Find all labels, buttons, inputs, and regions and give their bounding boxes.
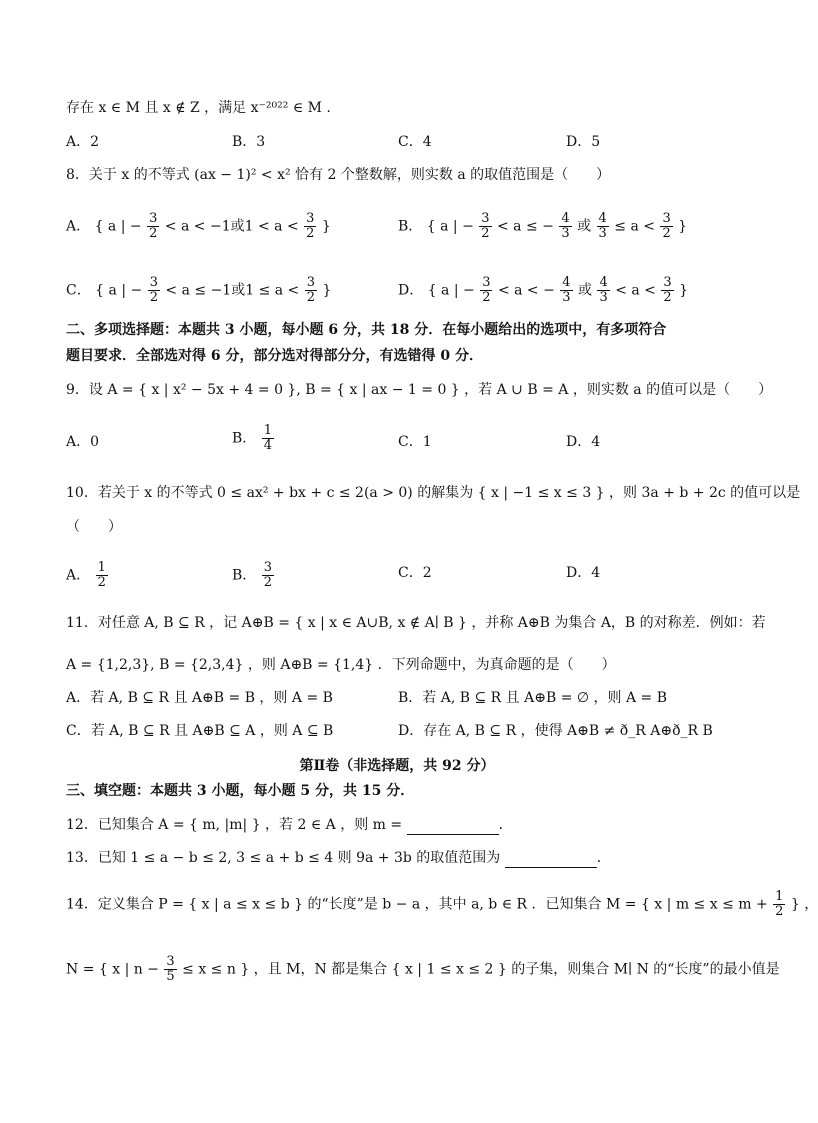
set-close: } — [321, 218, 331, 235]
fraction — [262, 424, 274, 453]
q9-option-d: D．4 — [566, 434, 601, 450]
q7-option-a: A．2 — [66, 134, 100, 150]
q7-stem-tail: 存在 x ∈ M 且 x ∉ Z ，满足 x⁻²⁰²² ∈ M . — [66, 100, 331, 116]
q7-option-c: C．4 — [398, 134, 432, 150]
fraction — [597, 212, 609, 241]
q11-option-b: B．若 A, B ⊆ R 且 A⊕B = ∅ ，则 A = B — [398, 690, 667, 706]
option-label: B． — [398, 218, 423, 235]
inequality: < a < − — [497, 282, 555, 299]
fraction — [661, 276, 673, 305]
frac-den: 2 — [775, 904, 784, 919]
frac-num: 3 — [306, 211, 315, 226]
fraction — [480, 276, 492, 305]
q13 — [66, 848, 736, 868]
q11-stem-line1: 11．对任意 A, B ⊆ R ，记 A⊕B = { x | x ∈ A∪B, x ∉ A∣ B } ，并称 A⊕B 为集合 A，B 的对称差．例如：若 — [66, 615, 766, 631]
frac-den: 2 — [481, 226, 490, 241]
section3-heading: 三、填空题：本题共 3 小题，每小题 5 分，共 15 分． — [66, 783, 415, 799]
frac-den: 2 — [306, 290, 316, 305]
q13-period: ． — [596, 850, 611, 866]
frac-den: 2 — [662, 226, 671, 241]
answer-blank[interactable] — [505, 853, 597, 868]
q11-option-a: A．若 A, B ⊆ R 且 A⊕B = B ，则 A = B — [66, 690, 333, 706]
fraction — [597, 276, 609, 305]
q14-line1 — [66, 889, 818, 919]
frac-num: 3 — [263, 560, 273, 575]
set-open: { a | − — [427, 282, 475, 299]
frac-den: 2 — [97, 575, 106, 590]
set-close: } — [678, 218, 688, 235]
q11-option-d: D．存在 A, B ⊆ R ，使得 A⊕B ≠ ð_R A⊕ð_R B — [398, 723, 713, 739]
set-close: } ， — [790, 896, 818, 913]
option-label: A． — [66, 567, 91, 584]
set-close: } — [322, 282, 332, 299]
option-label: C． — [66, 282, 91, 299]
section2-heading-line2: 题目要求．全部选对得 6 分，部分选对得部分分，有选错得 0 分． — [66, 348, 483, 364]
fraction — [560, 276, 572, 305]
q12-period: ． — [498, 817, 513, 833]
frac-num: 4 — [561, 211, 570, 226]
q11-option-c: C．若 A, B ⊆ R 且 A⊕B ⊆ A ，则 A ⊆ B — [66, 723, 334, 739]
frac-num: 3 — [663, 275, 672, 290]
frac-den: 5 — [166, 969, 175, 984]
fraction — [96, 561, 108, 590]
frac-num: 3 — [662, 211, 671, 226]
frac-num: 3 — [306, 275, 316, 290]
q8-option-c — [66, 276, 331, 305]
set-open: { a | − — [94, 218, 142, 235]
q13-text: 13．已知 1 ≤ a − b ≤ 2, 3 ≤ a + b ≤ 4 则 9a + 3b 的取值范围为 — [66, 850, 501, 866]
fraction — [660, 212, 672, 241]
set-open: { a | − — [95, 282, 143, 299]
q8-option-a — [66, 212, 331, 241]
q8-option-b — [398, 212, 687, 241]
frac-num: 3 — [482, 275, 491, 290]
frac-num: 4 — [598, 211, 607, 226]
option-label: D． — [398, 282, 424, 299]
q7-option-b: B．3 — [232, 134, 266, 150]
frac-num: 3 — [166, 954, 175, 969]
frac-num: 4 — [562, 275, 571, 290]
frac-den: 4 — [263, 438, 273, 453]
fraction — [305, 276, 317, 305]
option-label: B． — [232, 430, 257, 447]
q14-text: 14．定义集合 P = { x | a ≤ x ≤ b } 的“长度”是 b − a ，其中 a, b ∈ R ．已知集合 M = — [66, 896, 637, 913]
frac-den: 3 — [562, 290, 571, 305]
fraction — [773, 890, 785, 919]
frac-den: 3 — [599, 290, 608, 305]
frac-den: 2 — [263, 575, 273, 590]
q9-stem: 9．设 A = { x | x² − 5x + 4 = 0 }, B = { x | ax − 1 = 0 } ，若 A ∪ B = A ，则实数 a 的值可以是（ ） — [66, 382, 773, 398]
q14-text: ≤ x ≤ n } ，且 M，N 都是集合 { x | 1 ≤ x ≤ 2 } 的子集，则集合 M∣ N 的“长度”的最小值是 — [182, 961, 780, 978]
inequality: < a ≤ − — [497, 218, 554, 235]
inequality: < a < −1或1 < a < — [164, 218, 299, 235]
q14-line2 — [66, 954, 780, 984]
set-n: N = { x | n − — [66, 961, 159, 978]
frac-den: 2 — [149, 226, 158, 241]
fraction — [164, 955, 176, 984]
q8-option-d — [398, 276, 688, 305]
q12-text: 12．已知集合 A = { m, |m| } ，若 2 ∈ A ，则 m = — [66, 817, 403, 833]
q8-stem: 8．关于 x 的不等式 (ax − 1)² < x² 恰有 2 个整数解，则实数 a 的取值范围是（ ） — [66, 167, 611, 183]
q9-option-c: C．1 — [398, 434, 432, 450]
option-label: B． — [232, 567, 257, 584]
q10-stem: 10．若关于 x 的不等式 0 ≤ ax² + bx + c ≤ 2(a > 0) 的解集为 { x | −1 ≤ x ≤ 3 } ，则 3a + b + 2c 的值可以是 — [66, 485, 801, 501]
or-text: 或 — [577, 218, 592, 235]
fraction — [479, 212, 491, 241]
or-text: 或 — [578, 282, 593, 299]
set-m: { x | m ≤ x ≤ m + — [640, 896, 768, 913]
frac-num: 1 — [263, 423, 273, 438]
part2-title: 第Ⅱ卷（非选择题，共 92 分） — [299, 758, 495, 774]
frac-den: 2 — [663, 290, 672, 305]
q10-option-d: D．4 — [566, 565, 601, 581]
q10-option-c: C．2 — [398, 565, 432, 581]
frac-den: 3 — [561, 226, 570, 241]
fraction — [148, 276, 160, 305]
inequality: < a ≤ −1或1 ≤ a < — [165, 282, 300, 299]
frac-num: 3 — [481, 211, 490, 226]
inequality: < a < — [615, 282, 656, 299]
frac-num: 3 — [149, 275, 158, 290]
fraction — [559, 212, 571, 241]
section2-heading-line1: 二、多项选择题：本题共 3 小题，每小题 6 分，共 18 分．在每小题给出的选项中，有多项符合 — [66, 322, 667, 338]
frac-den: 3 — [598, 226, 607, 241]
q10-option-a — [66, 561, 109, 590]
option-label: A． — [66, 218, 91, 235]
frac-num: 4 — [599, 275, 608, 290]
fraction — [147, 212, 159, 241]
q10-option-b — [232, 561, 275, 590]
set-open: { a | − — [426, 218, 474, 235]
q7-option-d: D．5 — [566, 134, 601, 150]
frac-num: 3 — [149, 211, 158, 226]
inequality: ≤ a < — [614, 218, 655, 235]
q11-stem-line2: A = {1,2,3}, B = {2,3,4} ，则 A⊕B = {1,4} ．下列命题中，为真命题的是（ ） — [66, 657, 616, 673]
fraction — [304, 212, 316, 241]
frac-den: 2 — [482, 290, 491, 305]
q9-option-a: A．0 — [66, 434, 100, 450]
frac-num: 1 — [97, 560, 106, 575]
answer-blank[interactable] — [407, 820, 499, 835]
frac-num: 1 — [775, 889, 784, 904]
q9-option-b — [232, 424, 275, 453]
set-close: } — [679, 282, 689, 299]
frac-den: 2 — [149, 290, 158, 305]
fraction — [262, 561, 274, 590]
q12 — [66, 815, 736, 835]
q10-paren: （ ） — [66, 519, 122, 535]
frac-den: 2 — [306, 226, 315, 241]
